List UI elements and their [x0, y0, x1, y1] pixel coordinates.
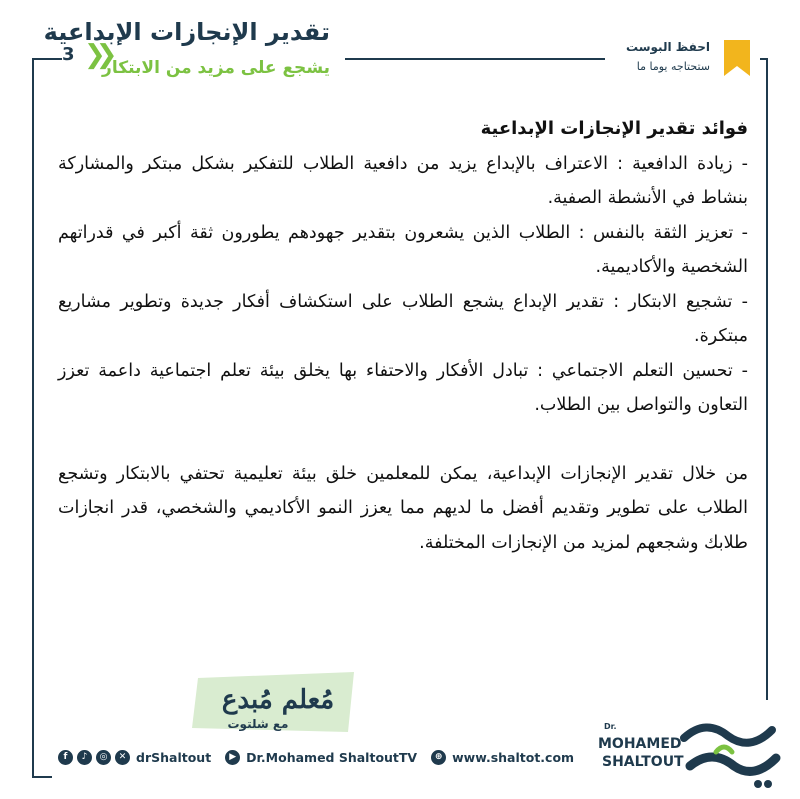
brand-logo-mark: [676, 718, 786, 798]
conclusion-paragraph: من خلال تقدير الإنجازات الإبداعية، يمكن للمعلمين خلق بيئة تعليمية تحتفي بالابتكار وتشجع الطلاب على تطوير وتقديم أفضل ما لديهم مما يعزز النمو الأكاديمي والشخصي، قدر انجازات طلابك وشجعهم لمزيد من الإنجازات المختلفة.: [58, 463, 748, 553]
creative-teacher-logo: [188, 668, 356, 738]
bullet-item: - تعزيز الثقة بالنفس : الطلاب الذين يشعرون بتقدير جهودهم يطورون ثقة أكبر في قدراتهم الشخصية والأكاديمية.: [58, 222, 748, 277]
youtube-channel-link[interactable]: Dr.Mohamed ShaltoutTV: [246, 749, 418, 765]
save-post-title: احفظ البوست: [626, 40, 710, 54]
frame-line: [32, 776, 52, 778]
logo-sub-text: مع شلتوت: [227, 717, 289, 731]
section-heading: فوائد تقدير الإنجازات الإبداعية: [480, 118, 748, 139]
frame-line: [345, 58, 605, 60]
bullet-item: - زيادة الدافعية : الاعتراف بالإبداع يزيد من دافعية الطلاب للتفكير بشكل مبتكر والمشاركة بنشاط في الأنشطة الصفية.: [58, 153, 748, 208]
page-subtitle: يشجع على مزيد من الابتكار: [102, 58, 330, 78]
frame-line: [766, 58, 768, 700]
frame-line: [32, 58, 62, 60]
page-title: تقدير الإنجازات الإبداعية: [43, 18, 330, 46]
brand-name-last: SHALTOUT: [602, 754, 684, 770]
article-body: [58, 112, 748, 560]
footer-bar: [58, 748, 588, 766]
tiktok-icon[interactable]: ♪: [77, 750, 92, 765]
youtube-icon[interactable]: ▶: [225, 750, 240, 765]
website-link[interactable]: www.shaltot.com: [452, 749, 575, 765]
chevron-right-icon: ❯❯: [84, 40, 108, 70]
page-number: 3: [62, 44, 75, 65]
globe-icon[interactable]: ⊕: [431, 750, 446, 765]
save-post-subtitle: ستحتاجه يوما ما: [636, 60, 710, 73]
spacer: [58, 423, 748, 457]
brand-name-first: MOHAMED: [598, 736, 682, 752]
frame-line: [32, 58, 34, 778]
instagram-icon[interactable]: ◎: [96, 750, 111, 765]
brand-dr: Dr.: [604, 722, 617, 731]
x-icon[interactable]: ✕: [115, 750, 130, 765]
bullet-item: - تشجيع الابتكار : تقدير الإبداع يشجع الطلاب على استكشاف أفكار جديدة وتطوير مشاريع مبتكرة.: [58, 291, 748, 346]
bullet-item: - تحسين التعلم الاجتماعي : تبادل الأفكار والاحتفاء بها يخلق بيئة تعلم اجتماعية داعمة تعزز التعاون والتواصل بين الطلاب.: [58, 360, 748, 415]
bookmark-icon[interactable]: [724, 40, 750, 76]
logo-main-text: مُعلم مُبدع: [221, 685, 335, 715]
facebook-icon[interactable]: f: [58, 750, 73, 765]
social-handle-link[interactable]: drShaltout: [136, 749, 212, 765]
